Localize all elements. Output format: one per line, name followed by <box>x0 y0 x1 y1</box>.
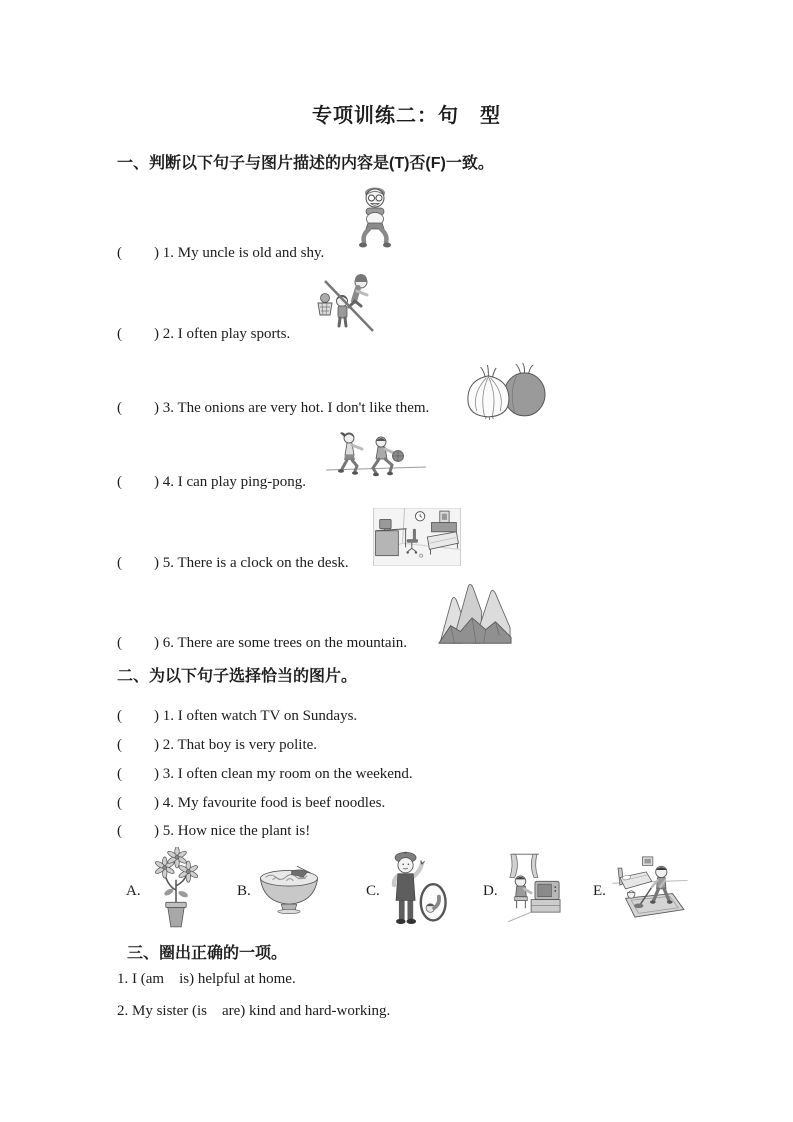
tf-item-1 <box>117 245 324 262</box>
polite-boy-mirror-illustration <box>385 849 449 929</box>
item-number: 4. <box>162 474 174 490</box>
item-text: My uncle is old and shy. <box>177 245 325 261</box>
potted-plant-illustration <box>152 847 200 931</box>
answer-blank: ( ) <box>117 708 159 724</box>
pick-item-3 <box>117 766 413 783</box>
pick-item-1 <box>117 708 357 725</box>
kid-watching-tv-illustration <box>506 852 562 926</box>
item-number: 3. <box>162 766 174 782</box>
answer-blank: ( ) <box>117 400 159 416</box>
item-text: That boy is very polite. <box>177 737 318 753</box>
page-title: 专项训练二：句 型 <box>312 105 501 127</box>
kids-playing-basketball-illustration <box>324 429 428 483</box>
item-number: 6. <box>162 635 174 651</box>
item-number: 3. <box>162 400 174 416</box>
item-number: 5. <box>162 823 174 839</box>
onions-illustration <box>462 361 548 420</box>
no-basketball-illustration <box>311 272 379 338</box>
option-label-e: E. <box>593 883 606 899</box>
section1-heading: 一、判断以下句子与图片描述的内容是(T)否(F)一致。 <box>117 155 494 172</box>
bedroom-illustration <box>373 508 461 566</box>
answer-blank: ( ) <box>117 555 159 571</box>
dancing-man-illustration <box>349 185 401 251</box>
item-number: 1. <box>162 708 174 724</box>
item-text: There is a clock on the desk. <box>177 555 349 571</box>
item-text: I can play ping-pong. <box>177 474 307 490</box>
section2-heading: 二、为以下句子选择恰当的图片。 <box>117 668 358 685</box>
answer-blank: ( ) <box>117 766 159 782</box>
item-text: There are some trees on the mountain. <box>177 635 407 651</box>
pick-item-2 <box>117 737 317 754</box>
item-number: 2. <box>162 326 174 342</box>
tf-item-6 <box>117 635 407 652</box>
option-label-d: D. <box>483 883 498 899</box>
item-number: 4. <box>162 795 174 811</box>
item-text: I often watch TV on Sundays. <box>177 708 358 724</box>
item-text: The onions are very hot. I don't like them. <box>177 400 430 416</box>
answer-blank: ( ) <box>117 823 159 839</box>
item-text: I often clean my room on the weekend. <box>177 766 413 782</box>
item-text: How nice the plant is! <box>177 823 311 839</box>
answer-blank: ( ) <box>117 326 159 342</box>
pick-item-5 <box>117 823 310 840</box>
circle-item-2: 2. My sister (is are) kind and hard-working. <box>117 1003 391 1019</box>
pick-item-4 <box>117 795 385 812</box>
item-text: My favourite food is beef noodles. <box>177 795 386 811</box>
item-number: 5. <box>162 555 174 571</box>
tf-item-4 <box>117 474 306 491</box>
answer-blank: ( ) <box>117 245 159 261</box>
answer-blank: ( ) <box>117 795 159 811</box>
item-number: 2. <box>162 737 174 753</box>
answer-blank: ( ) <box>117 635 159 651</box>
option-label-a: A. <box>126 883 141 899</box>
tf-item-5 <box>117 555 349 572</box>
option-label-b: B. <box>237 883 251 899</box>
kid-cleaning-room-illustration <box>612 855 688 919</box>
section3-heading: 三、圈出正确的一项。 <box>127 945 288 962</box>
tf-item-3 <box>117 400 429 417</box>
answer-blank: ( ) <box>117 737 159 753</box>
answer-blank: ( ) <box>117 474 159 490</box>
noodle-bowl-illustration <box>257 861 321 918</box>
item-number: 1. <box>162 245 174 261</box>
option-label-c: C. <box>366 883 380 899</box>
mountains-illustration <box>437 580 513 644</box>
tf-item-2 <box>117 326 290 343</box>
circle-item-1: 1. I (am is) helpful at home. <box>117 971 296 987</box>
item-text: I often play sports. <box>177 326 291 342</box>
